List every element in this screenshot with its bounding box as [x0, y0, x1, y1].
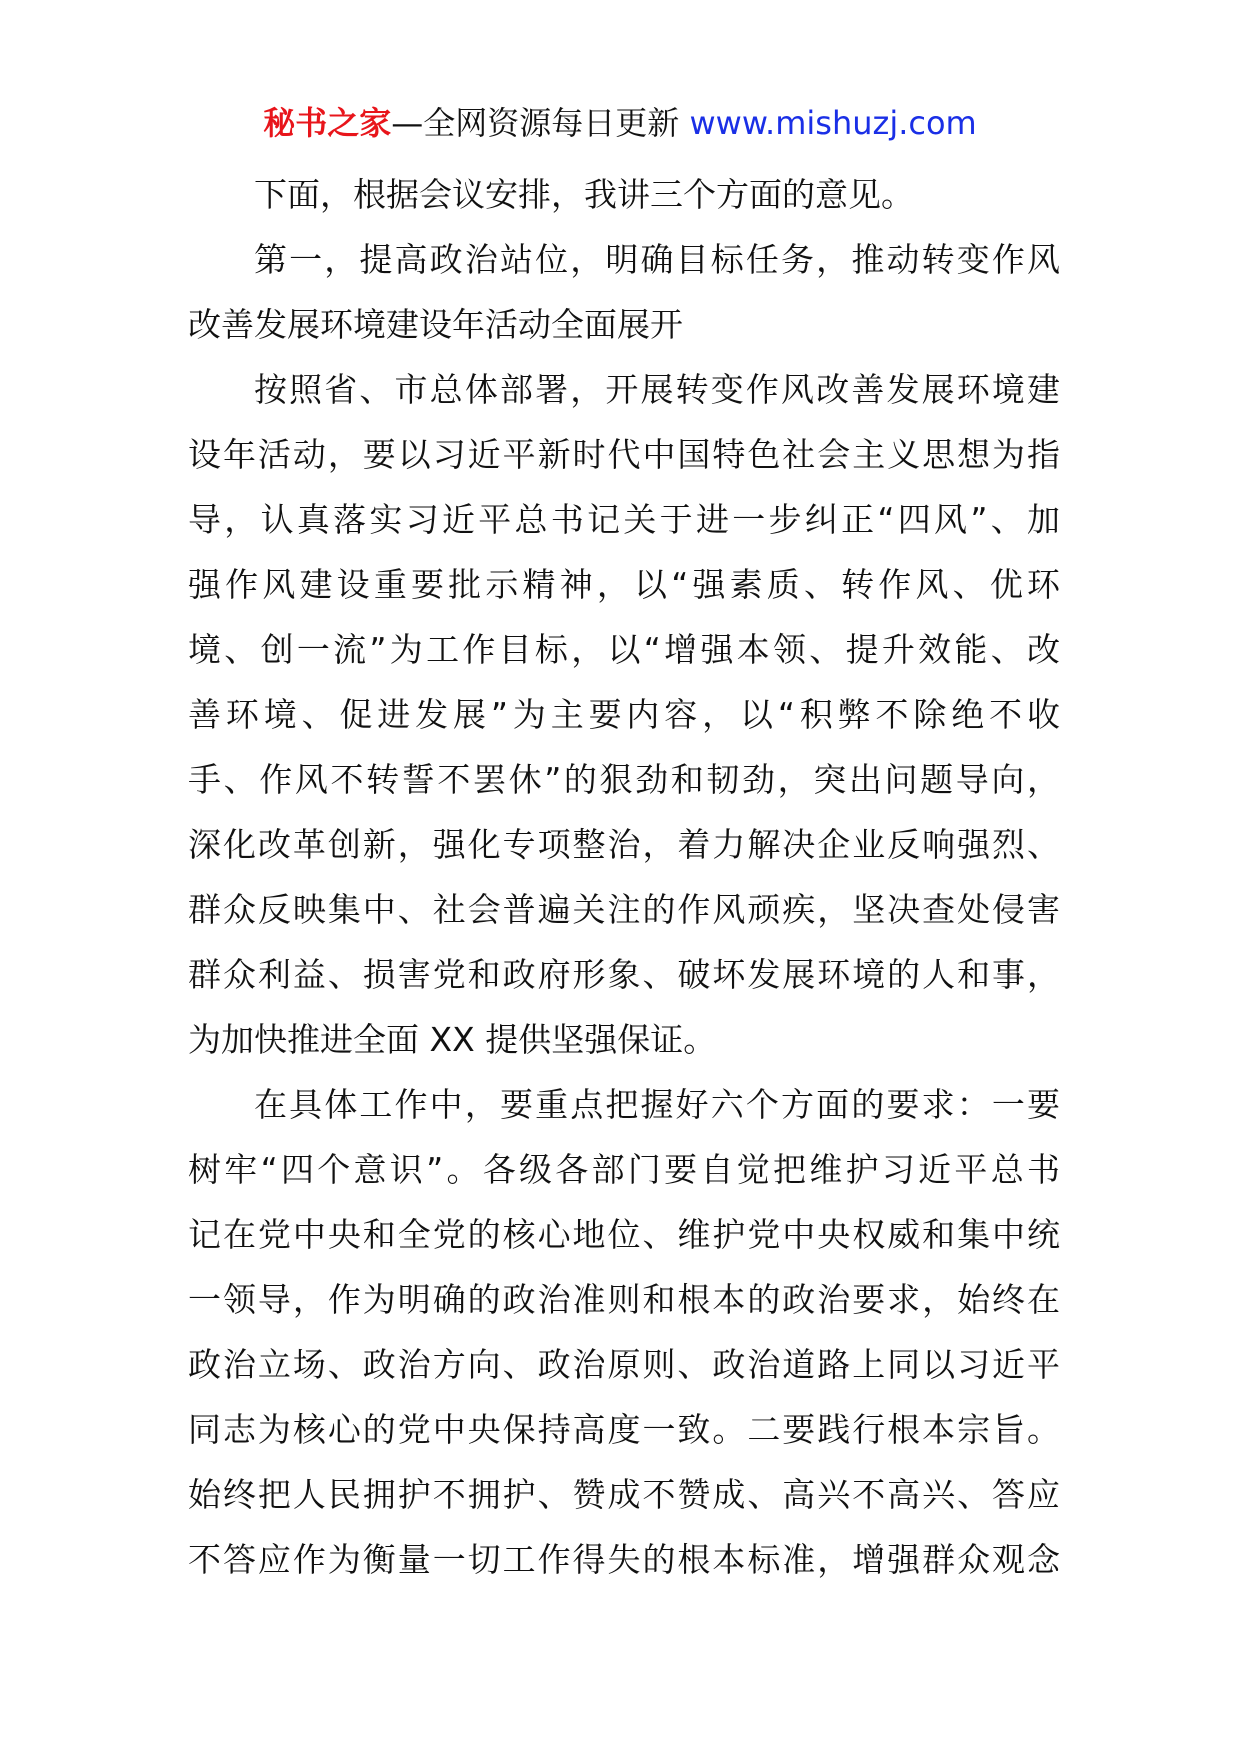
site-url-link[interactable]: www.mishuzj.com [689, 104, 977, 142]
paragraph-line: 政治立场、政治方向、政治原则、政治道路上同以习近平 [188, 1345, 1060, 1384]
paragraph-line: 不答应作为衡量一切工作得失的根本标准，增强群众观念 [188, 1540, 1060, 1579]
paragraph-line: 记在党中央和全党的核心地位、维护党中央权威和集中统 [188, 1215, 1060, 1254]
paragraph-line: 善环境、促进发展”为主要内容，以“积弊不除绝不收 [188, 695, 1060, 734]
paragraph-line: 境、创一流”为工作目标，以“增强本领、提升效能、改 [188, 630, 1060, 669]
paragraph [188, 1072, 1060, 1592]
brand-name: 秘书之家 [263, 104, 392, 142]
paragraph-line: 第一，提高政治站位，明确目标任务，推动转变作风 [254, 240, 1060, 279]
paragraph-line: 改善发展环境建设年活动全面展开 [188, 305, 683, 344]
header-slogan: —全网资源每日更新 [391, 104, 680, 142]
paragraph [188, 162, 1060, 227]
paragraph-line: 群众利益、损害党和政府形象、破坏发展环境的人和事， [188, 955, 1060, 994]
paragraph-line: 按照省、市总体部署，开展转变作风改善发展环境建 [254, 370, 1060, 409]
paragraph-line: 设年活动，要以习近平新时代中国特色社会主义思想为指 [188, 435, 1060, 474]
paragraph-line: 为加快推进全面 XX 提供坚强保证。 [188, 1020, 717, 1059]
paragraph-line: 深化改革创新，强化专项整治，着力解决企业反响强烈、 [188, 825, 1060, 864]
paragraph-line: 强作风建设重要批示精神，以“强素质、转作风、优环 [188, 565, 1060, 604]
paragraph-line: 在具体工作中，要重点把握好六个方面的要求：一要 [254, 1085, 1060, 1124]
paragraph-line: 下面，根据会议安排，我讲三个方面的意见。 [254, 175, 914, 214]
paragraph-line: 一领导，作为明确的政治准则和根本的政治要求，始终在 [188, 1280, 1060, 1319]
paragraph [188, 357, 1060, 1072]
paragraph-line: 手、作风不转誓不罢休”的狠劲和韧劲，突出问题导向， [188, 760, 1060, 799]
paragraph-line: 群众反映集中、社会普遍关注的作风顽疾，坚决查处侵害 [188, 890, 1060, 929]
paragraph-line: 树牢“四个意识”。各级各部门要自觉把维护习近平总书 [188, 1150, 1060, 1189]
paragraph-line: 始终把人民拥护不拥护、赞成不赞成、高兴不高兴、答应 [188, 1475, 1060, 1514]
paragraph-line: 导，认真落实习近平总书记关于进一步纠正“四风”、加 [188, 500, 1060, 539]
section-heading [188, 227, 1060, 357]
document-body [188, 162, 1060, 1592]
site-header [0, 100, 1240, 146]
paragraph-line: 同志为核心的党中央保持高度一致。二要践行根本宗旨。 [188, 1410, 1060, 1449]
